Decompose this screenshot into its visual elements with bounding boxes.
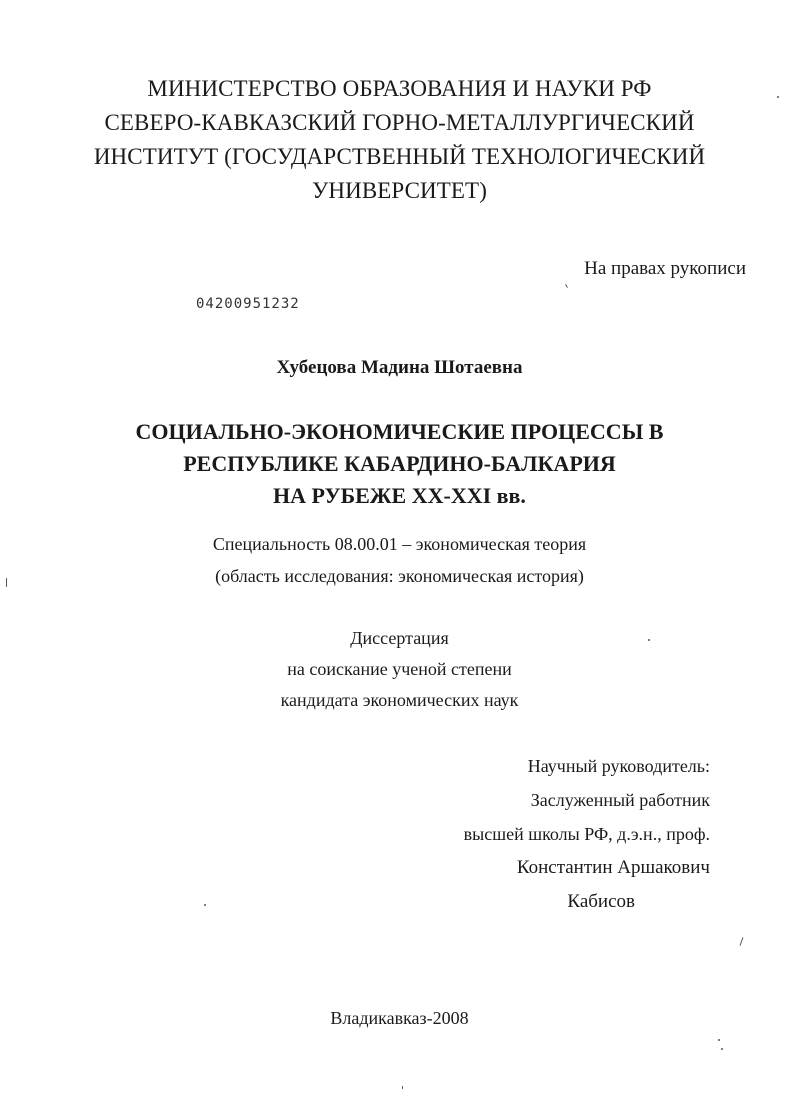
institution-line-2: СЕВЕРО-КАВКАЗСКИЙ ГОРНО-МЕТАЛЛУРГИЧЕСКИЙ: [104, 110, 695, 135]
title-line-1: СОЦИАЛЬНО-ЭКОНОМИЧЕСКИЕ ПРОЦЕССЫ В: [135, 419, 664, 444]
author-name: Хубецова Мадина Шотаевна: [276, 357, 523, 378]
scan-speck: [204, 904, 206, 906]
scan-speck: [6, 578, 7, 587]
scan-speck: [648, 639, 650, 641]
specialty-line: Специальность 08.00.01 – экономическая теория: [212, 534, 587, 554]
scan-speck: [721, 1048, 723, 1050]
degree-name: кандидата экономических наук: [280, 690, 519, 710]
archive-code: 04200951232: [196, 296, 300, 312]
dissertation-label: Диссертация: [350, 628, 449, 648]
supervisor-honorary-title: Заслуженный работник: [530, 790, 710, 810]
scan-speck: [718, 1039, 720, 1041]
supervisor-degree: высшей школы РФ, д.э.н., проф.: [463, 824, 710, 844]
manuscript-rights-notice: На правах рукописи: [584, 258, 746, 279]
dissertation-title: [0, 416, 799, 512]
scan-speck: [565, 284, 568, 288]
title-line-3: НА РУБЕЖЕ XX-XXI вв.: [273, 483, 526, 508]
institution-line-4: УНИВЕРСИТЕТ): [312, 178, 487, 203]
scan-speck: [777, 96, 779, 98]
institution-header: [0, 72, 799, 208]
city-year: Владикавказ-2008: [330, 1008, 469, 1028]
institution-line-1: МИНИСТЕРСТВО ОБРАЗОВАНИЯ И НАУКИ РФ: [147, 76, 652, 101]
specialty-block: [0, 528, 799, 592]
title-line-2: РЕСПУБЛИКЕ КАБАРДИНО-БАЛКАРИЯ: [183, 451, 616, 476]
degree-block: [0, 623, 799, 716]
supervisor-block: [380, 749, 710, 919]
supervisor-label: Научный руководитель:: [527, 756, 710, 776]
degree-purpose: на соискание ученой степени: [287, 659, 512, 679]
supervisor-first-name: Константин Аршакович: [516, 857, 710, 878]
supervisor-surname: Кабисов: [567, 891, 635, 912]
research-area-line: (область исследования: экономическая история): [215, 566, 584, 586]
scan-speck: [402, 1086, 403, 1089]
scan-speck: [739, 937, 743, 946]
institution-line-3: ИНСТИТУТ (ГОСУДАРСТВЕННЫЙ ТЕХНОЛОГИЧЕСКИЙ: [93, 144, 706, 169]
